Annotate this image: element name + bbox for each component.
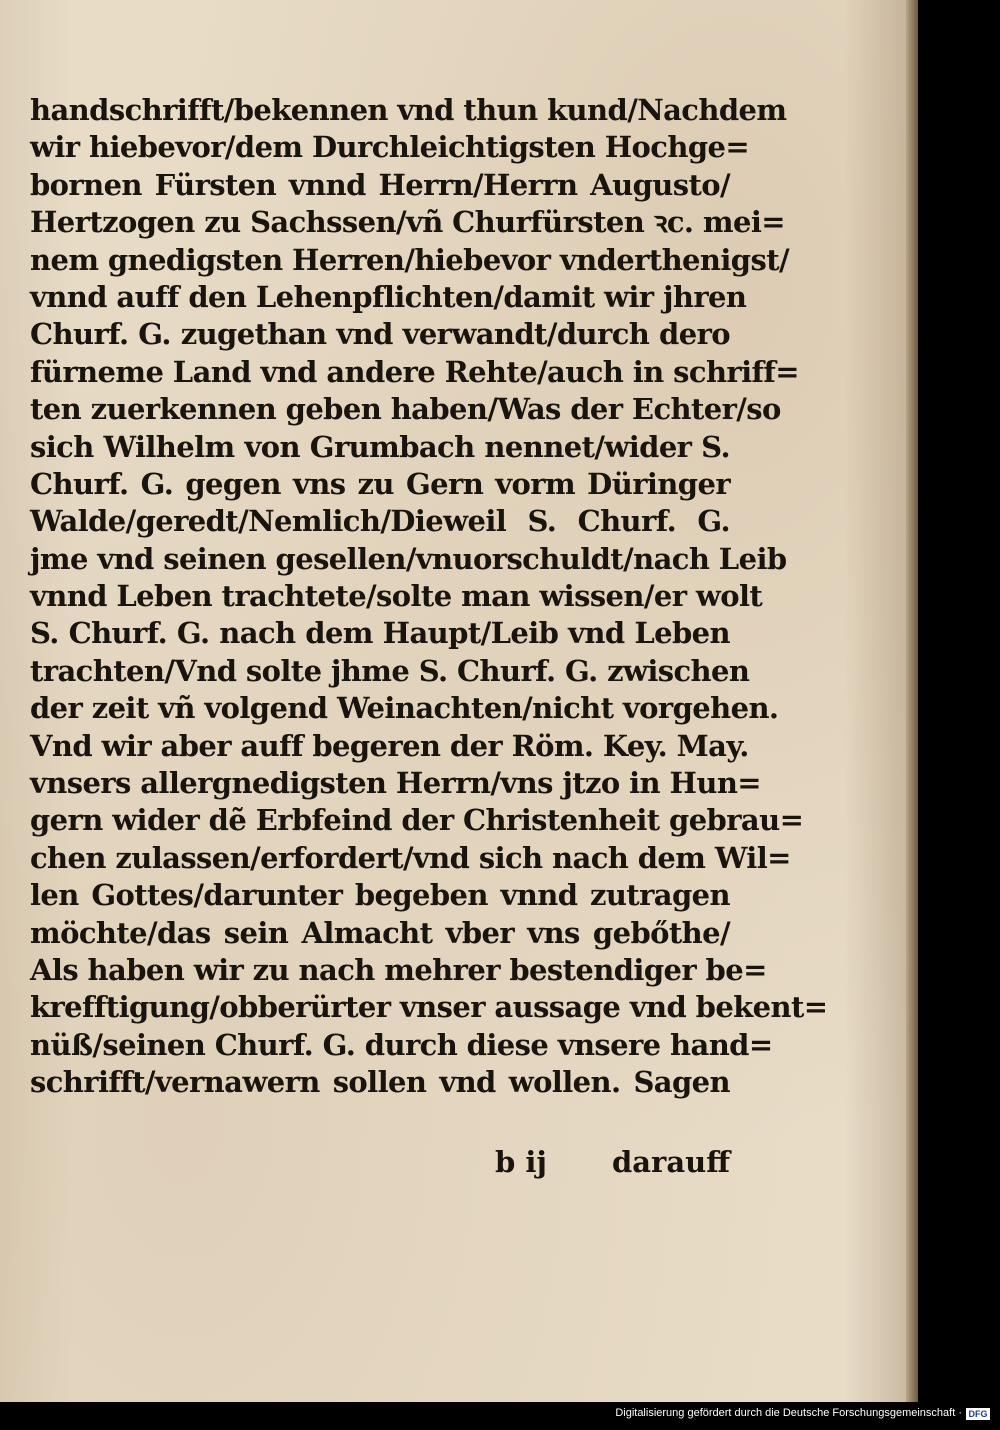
text-line-6: vnnd auff den Lehenpflichten/damit wir jhren <box>30 279 747 314</box>
footer-bar <box>0 1402 1000 1430</box>
text-line-15: S. Churf. G. nach dem Haupt/Leib vnd Leben <box>30 616 730 651</box>
text-line-11: Churf. G. gegen vns zu Gern vorm Düringer <box>30 466 730 501</box>
text-line-21: chen zulassen/erfordert/vnd sich nach dem Wil= <box>30 840 791 875</box>
page-gutter-shadow <box>906 0 918 1402</box>
text-line-27: schrifft/vernawern sollen vnd wollen. Sagen <box>30 1065 730 1100</box>
text-line-16: trachten/Vnd solte jhme S. Churf. G. zwischen <box>30 653 750 688</box>
text-line-3: bornen Fürsten vnnd Herrn/Herrn Augusto/ <box>30 167 730 202</box>
text-line-13: jme vnd seinen gesellen/vnuorschuldt/nach Leib <box>30 541 787 576</box>
text-line-1: handschrifft/bekennen vnd thun kund/Nachdem <box>30 93 787 127</box>
page-foot-line <box>30 1145 730 1185</box>
text-line-8: fürneme Land vnd andere Rehte/auch in schriff= <box>30 354 799 389</box>
text-line-4: Hertzogen zu Sachssen/vñ Churfürsten ꝛc. mei= <box>30 205 785 240</box>
text-line-2: wir hiebevor/dem Durchleichtigsten Hochge= <box>30 130 750 165</box>
text-line-14: vnnd Leben trachtete/solte man wissen/er wolt <box>30 579 763 614</box>
funding-credit: Digitalisierung gefördert durch die Deutsche Forschungsgemeinschaft · <box>615 1407 962 1419</box>
text-line-5: nem gnedigsten Herren/hiebevor vnderthenigst/ <box>30 242 790 277</box>
dfg-logo-icon: DFG <box>966 1408 990 1420</box>
text-line-7: Churf. G. zugethan vnd verwandt/durch dero <box>30 317 730 352</box>
text-line-26: nüß/seinen Churf. G. durch diese vnsere hand= <box>30 1027 773 1062</box>
text-line-17: der zeit vñ volgend Weinachten/nicht vorgehen. <box>30 691 779 726</box>
text-line-20: gern wider dẽ Erbfeind der Christenheit gebrau= <box>30 803 804 838</box>
catchword: darauff <box>611 1145 730 1179</box>
text-line-18: Vnd wir aber auff begeren der Röm. Key. May. <box>30 728 749 763</box>
text-line-25: krefftigung/obberürter vnser aussage vnd bekent= <box>30 990 828 1025</box>
signature-mark: b ij <box>495 1145 547 1179</box>
page-text-block <box>30 92 828 1102</box>
text-line-9: ten zuerkennen geben haben/Was der Echter/so <box>30 392 781 427</box>
text-line-10: sich Wilhelm von Grumbach nennet/wider S. <box>30 429 730 464</box>
text-line-12: Walde/geredt/Nemlich/Dieweil S. Churf. G. <box>30 504 730 539</box>
text-line-22: len Gottes/darunter begeben vnnd zutragen <box>30 878 730 913</box>
text-line-19: vnsers allergnedigsten Herrn/vns jtzo in Hun= <box>30 766 762 801</box>
text-line-23: möchte/das sein Almacht vber vns gebőthe/ <box>30 915 730 950</box>
text-line-24: Als haben wir zu nach mehrer bestendiger be= <box>30 952 767 987</box>
